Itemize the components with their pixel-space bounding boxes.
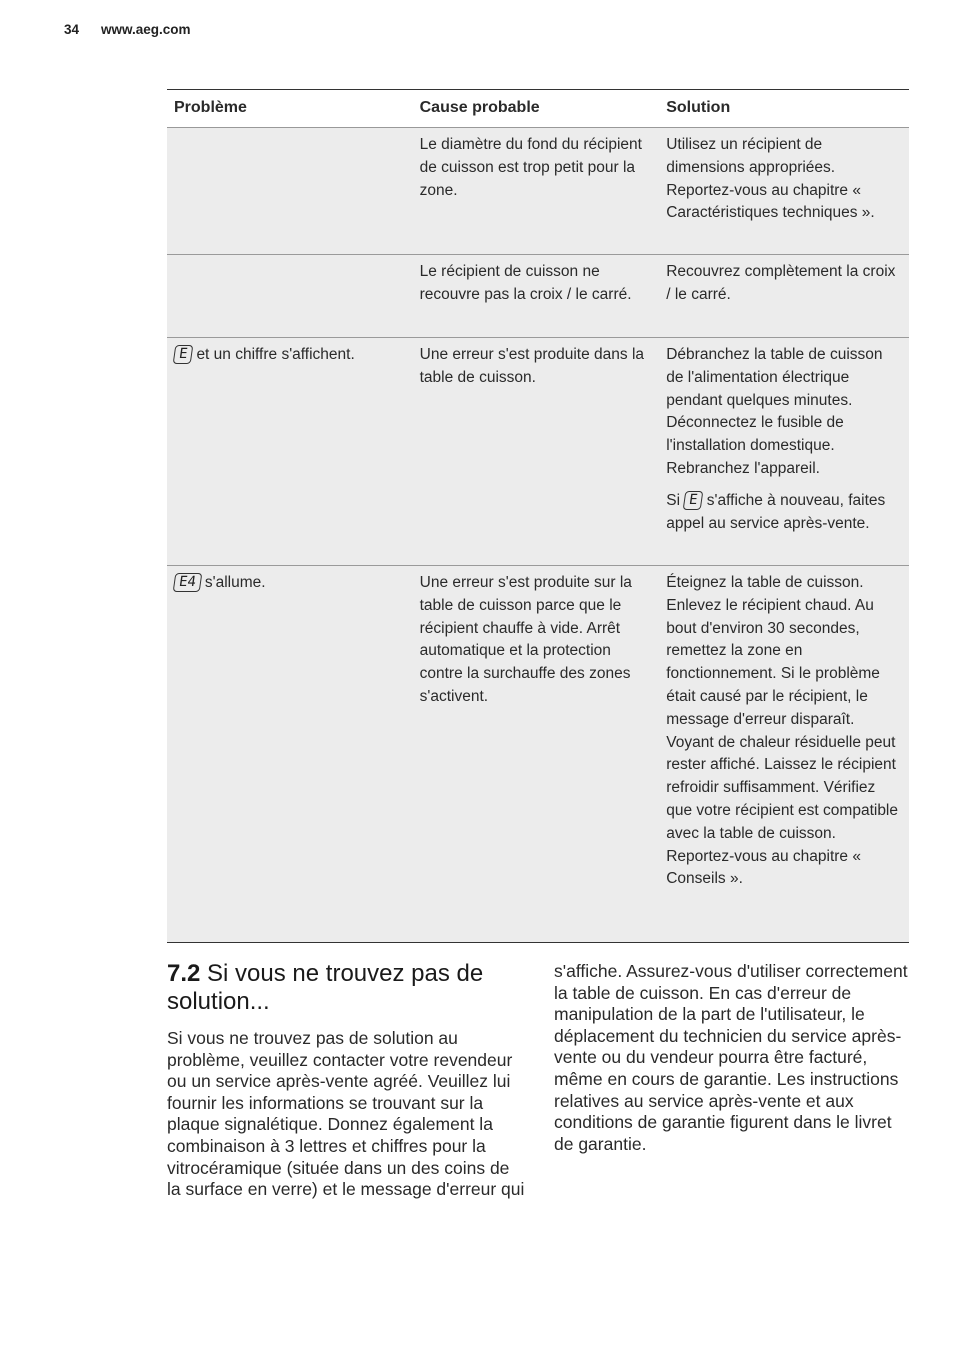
column-header-cause: Cause probable: [413, 90, 660, 128]
cause-cell: Le diamètre du fond du récipient de cuisson est trop petit pour la zone.: [413, 128, 660, 255]
solution-cell: [659, 566, 909, 943]
section-title: [167, 960, 527, 1016]
cause-cell: Une erreur s'est produite dans la table de cuisson.: [413, 338, 660, 566]
error-e4-display-icon: E4: [173, 573, 203, 592]
solution-text: Éteignez la table de cuisson. Enlevez le récipient chaud. Au bout d'environ 30 secondes, remettez la zone en fonctionnement. Si le problème était causé par le récipient, le message d'erreur disparaît. Voyant de chaleur résiduelle peut rester affiché. Laissez le récipient refroidir suffisamment. Vérifiez que votre récipient est compatible avec la table de cuisson.: [666, 574, 899, 842]
solution-text: Débranchez la table de cuisson de l'alimentation électrique pendant quelques minutes. Déconnectez le fusible de l'installation domestique. Rebranchez l'appareil.: [666, 346, 883, 477]
problem-cell: [167, 128, 413, 255]
solution-prefix: Si: [666, 491, 681, 509]
cause-cell: Le récipient de cuisson ne recouvre pas la croix / le carré.: [413, 255, 660, 338]
section-text-left: Si vous ne trouvez pas de solution au problème, veuillez contacter votre revendeur ou un service après-vente agréé. Veuillez lui fournir les informations se trouvant sur la plaque signalétique. Donnez également la combinaison à 3 lettres et chiffres pour la vitrocéramique (située dans un des coins de la surface en verre) et le message d'erreur qui: [167, 1028, 525, 1200]
table-row: [167, 255, 909, 338]
solution-text-followup: [666, 490, 903, 536]
problem-cell: [167, 566, 413, 943]
error-e-display-icon: E: [683, 491, 704, 510]
error-e-display-icon: E: [173, 345, 194, 364]
table-header-row: [167, 90, 909, 128]
section-title-text: Si vous ne trouvez pas de solution...: [167, 960, 484, 1015]
website-link[interactable]: www.aeg.com: [101, 22, 191, 37]
cause-cell: Une erreur s'est produite sur la table de cuisson parce que le récipient chauffe à vide. Arrêt automatique et la protection contre la surchauffe des zones s'activent.: [413, 566, 660, 943]
table-row: [167, 338, 909, 566]
table-row: [167, 128, 909, 255]
section-number: 7.2: [167, 960, 201, 987]
column-header-problem: Problème: [167, 90, 413, 128]
problem-cell: [167, 338, 413, 566]
solution-text-followup: Reportez-vous au chapitre « Conseils ».: [666, 847, 861, 888]
section-text-right: s'affiche. Assurez-vous d'utiliser correctement la table de cuisson. En cas d'erreur de manipulation de la part de l'utilisateur, le déplacement du technicien du service après-vente ou du vendeur pourra être facturé, même en cours de garantie. Les instructions relatives au service après-vente et aux conditions de garantie figurent dans le livret de garantie.: [554, 961, 908, 1154]
solution-cell: [659, 338, 909, 566]
problem-text: et un chiffre s'affichent.: [196, 346, 355, 363]
column-header-solution: Solution: [659, 90, 909, 128]
problem-cell: [167, 255, 413, 338]
problem-text: s'allume.: [204, 574, 266, 591]
table-row: [167, 566, 909, 943]
solution-cell: Utilisez un récipient de dimensions appropriées. Reportez-vous au chapitre « Caractéristiques techniques ».: [659, 128, 909, 255]
page-number: 34: [64, 22, 80, 37]
troubleshooting-table: [167, 89, 909, 943]
page-header: [64, 22, 191, 37]
solution-cell: Recouvrez complètement la croix / le carré.: [659, 255, 909, 338]
solution-suffix: s'affiche à nouveau, faites appel au service après-vente.: [666, 491, 886, 532]
